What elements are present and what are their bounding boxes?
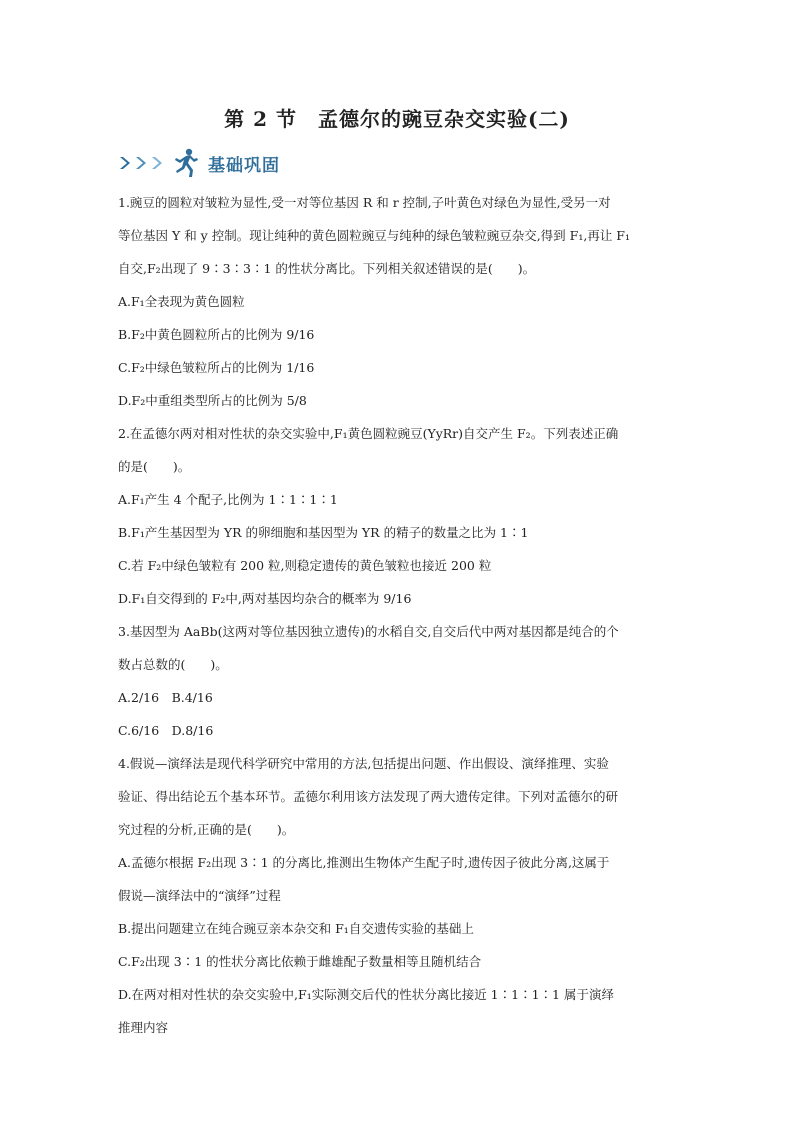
option-d: D.F₁自交得到的 F₂中,两对基因均杂合的概率为 9/16	[118, 591, 412, 606]
option-a: A.F₁全表现为黄色圆粒	[118, 294, 245, 309]
option-d: D.F₂中重组类型所占的比例为 5/8	[118, 393, 307, 408]
question-stem-line: 2.在孟德尔两对相对性状的杂交实验中,F₁黄色圆粒豌豆(YyRr)自交产生 F₂。下列表述正确	[118, 426, 619, 441]
option-d: D.在两对相对性状的杂交实验中,F₁实际测交后代的性状分离比接近 1∶1∶1∶1 属于演绎	[118, 987, 614, 1002]
page-title: 第 2 节 孟德尔的豌豆杂交实验(二)	[224, 107, 570, 131]
runner-icon	[168, 147, 200, 179]
question-2	[118, 417, 678, 615]
question-stem-line: 1.豌豆的圆粒对皱粒为显性,受一对等位基因 R 和 r 控制,子叶黄色对绿色为显性,受另一对	[118, 195, 611, 210]
option-b: B.F₁产生基因型为 YR 的卵细胞和基因型为 YR 的精子的数量之比为 1∶1	[118, 525, 529, 540]
question-list	[118, 186, 678, 1044]
option-c: C.F₂出现 3∶1 的性状分离比依赖于雌雄配子数量相等且随机结合	[118, 954, 482, 969]
question-3	[118, 615, 678, 747]
option-b: B.F₂中黄色圆粒所占的比例为 9/16	[118, 327, 315, 342]
section-label: 基础巩固	[208, 155, 280, 176]
option-ab: A.2/16 B.4/16	[118, 690, 213, 705]
option-a: A.孟德尔根据 F₂出现 3∶1 的分离比,推测出生物体产生配子时,遗传因子彼此分离,这属于	[118, 855, 610, 870]
question-stem-line: 3.基因型为 AaBb(这两对等位基因独立遗传)的水稻自交,自交后代中两对基因都是纯合的个	[118, 624, 619, 639]
question-stem-line: 验证、得出结论五个基本环节。孟德尔利用该方法发现了两大遗传定律。下列对孟德尔的研	[118, 789, 619, 804]
option-c: C.F₂中绿色皱粒所占的比例为 1/16	[118, 360, 315, 375]
question-1	[118, 186, 678, 417]
section-header	[118, 148, 280, 178]
question-stem-line: 究过程的分析,正确的是( )。	[118, 822, 295, 837]
question-stem-line: 的是( )。	[118, 459, 191, 474]
question-stem-line: 等位基因 Y 和 y 控制。现让纯种的黄色圆粒豌豆与纯种的绿色皱粒豌豆杂交,得到 F₁,再让 F₁	[118, 228, 630, 243]
option-cd: C.6/16 D.8/16	[118, 723, 214, 738]
option-d-continued: 推理内容	[118, 1020, 169, 1035]
option-a: A.F₁产生 4 个配子,比例为 1∶1∶1∶1	[118, 492, 338, 507]
question-stem-line: 自交,F₂出现了 9∶3∶3∶1 的性状分离比。下列相关叙述错误的是( )。	[118, 261, 536, 276]
chevron-arrows-icon	[118, 156, 164, 170]
question-4	[118, 747, 678, 1044]
option-c: C.若 F₂中绿色皱粒有 200 粒,则稳定遗传的黄色皱粒也接近 200 粒	[118, 558, 492, 573]
question-stem-line: 4.假说—演绎法是现代科学研究中常用的方法,包括提出问题、作出假设、演绎推理、实验	[118, 756, 609, 771]
option-b: B.提出问题建立在纯合豌豆亲本杂交和 F₁自交遗传实验的基础上	[118, 921, 474, 936]
question-stem-line: 数占总数的( )。	[118, 657, 228, 672]
option-a-continued: 假说—演绎法中的“演绎”过程	[118, 888, 281, 903]
